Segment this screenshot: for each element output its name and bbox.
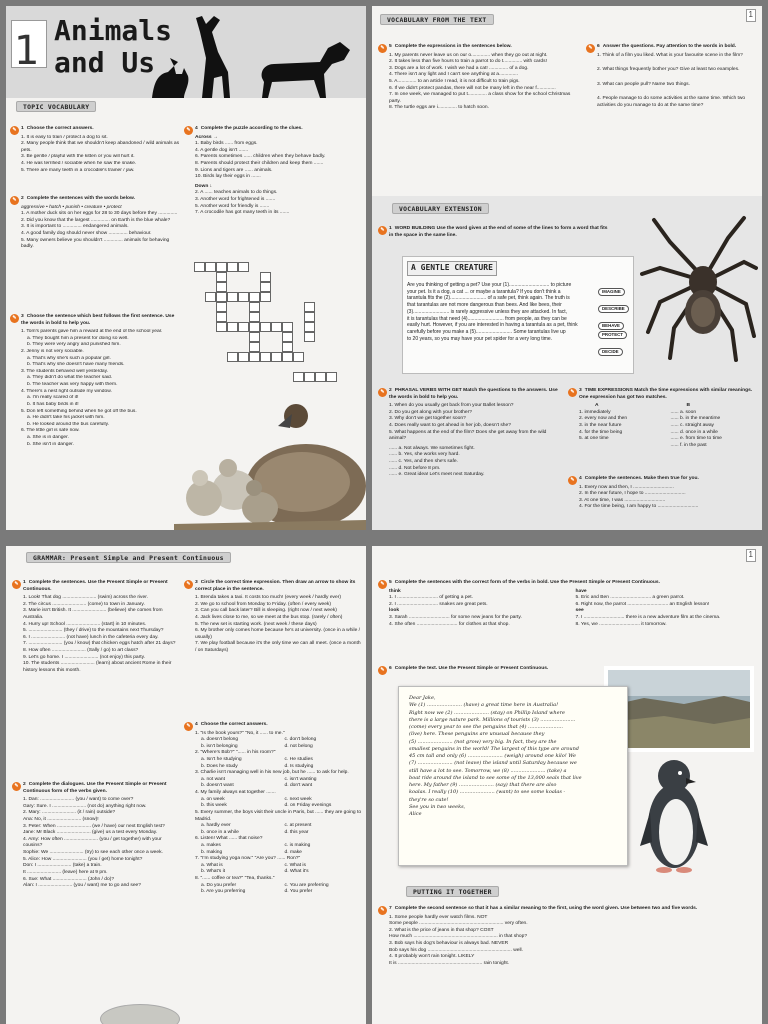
exercise-line: 5. Eric and Ben .............................. a green parrot.	[575, 595, 685, 601]
exercise-ext-1: ✎ 1 WORD BUILDING Use the word given at the end of some of the lines to form a word that fits in the space in the same line.	[378, 226, 608, 241]
word-list: aggressive • hatch • punish • creature • protect	[21, 204, 122, 210]
match-item: 1. immediately	[579, 409, 611, 415]
letter-line: smallest penguins in the world! The largest of this type are around	[409, 745, 580, 752]
exercise-line: 2. What things frequently bother you? Give at least two examples.	[597, 67, 740, 73]
exercise-badge-icon: ✎	[184, 722, 193, 731]
mc-option[interactable]: b. making	[201, 849, 223, 855]
mc-option[interactable]: c. next week	[284, 796, 312, 802]
exercise-line: 5. What happens at the end of the film? Does she get away from the wild animal?	[389, 429, 547, 442]
exercise-3: ✎ 3 Choose the sentence which best follows the first sentence. Use the words in bold to help you. 1. Tom's parents gave him a reward at the end of the school year. a. They bought him a present for doing so well. b. They were very angry and punished him. 2. Jenny is not very sociable. a. That's why she's such a popular girl. b. That's why she doesn't have many friends. 3. The students behaved well yesterday. a. They didn't do what the teacher said. b. The teacher was very happy with them. 4. There's a nest right outside my window. a. I'm really scared of it! b. It has baby birds in it! 5. Don left something behind when he got off the bus. a. He didn't take his jacket with him. b. He looked around the bus carefully. 6. The little girl is safe now. a. She is in danger. b. She isn't in danger.	[10, 314, 182, 448]
decorative-plate-image	[100, 1004, 180, 1024]
exercise-g3: ✎ 3 Circle the correct time expression. Then draw an arrow to show its correct place in the sentence. 1. Brenda takes a taxi. It costs too much! (every week / hardly ever) 2. We go to school from Monday to Friday. (often / every week) 3. Can you call back later? Bill is sleeping. (right now / next week) 4. Jack lives close to me, so we meet at the bus stop. (rarely / often) 5. The new set is starting work. (next week / these days) 6. My brother only comes home because he's at university. (once in a while / usually) 7. We play football because it's the only time we can all meet. (once a month / on Saturdays)	[184, 580, 362, 655]
exercise-badge-icon: ✎	[586, 44, 595, 53]
letter-line: 45 cm tall and only (6) ...................... (weigh) around one kilo! We	[409, 753, 576, 759]
word-box: BEHAVE	[598, 322, 624, 330]
exercise-ext-2: ✎ 2 PHRASAL VERBS WITH GET Match the questions to the answers. Use the words in bold to help you. 1. When do you usually get back from your Ballet lesson? 2. Do you get along with your brother? 3. Why don't we get together soon? 4. Does really want to get ahead in her job, doesn't she? 5. What happens at the end of the film? Does she get away from the wild animal? ...... a. Not always. We sometimes fight. ...... b. Yes, she works very hard. ...... c. Yes, and then she's safe. ...... d. Not before 8 pm. ...... e. Great idea! Let's meet next Saturday.	[378, 388, 562, 479]
word-box: DESCRIBE	[598, 305, 629, 313]
clue-line: 10. Birds lay their eggs in .......	[195, 174, 261, 180]
page-grammar-continued	[372, 546, 762, 1024]
exercise-line: 6. Right now, the parrot .............................. an English lesson!	[575, 601, 710, 607]
mc-option[interactable]: b. Does he study	[201, 763, 238, 769]
exercise-instruction: Choose the correct answers.	[200, 722, 268, 727]
exercise-line: 4. A good family dog should never show .............. behaviour.	[21, 231, 152, 237]
dialogue-line: It ......................... (leave) here at 9 pm.	[23, 869, 108, 875]
page-marker: 1	[746, 549, 756, 562]
mc-option[interactable]: d. You prefer	[284, 889, 313, 895]
exercise-line: 6. If we didn't protect pandas, there will not be many left in the near f..............	[389, 85, 556, 91]
exercise-line: b. The teacher was very happy with them.	[27, 382, 118, 388]
dialogue-line: Jane: Mr Black ......................... (give) us a test every Monday.	[23, 830, 158, 836]
exercise-g2: ✎ 2 Complete the dialogues. Use the Present Simple or Present Continuous form of the verbs given. 1. Dan: ......................... (you / want) to come over? Gary: Sure. I ......................... (not do) anything right now. 2. Mary: ......................... (it / rain) outside? Ana: No, it ......................... (snow)! 3. Peter: When ......................... (we / have) our next English test? Jane: Mr Black ......................... (give) us a test every Monday. 4. Amy: How often ......................... (you / get together) with your cousins? Sophie: We ......................... (try) to see each other once a week. 5. Alice: How ......................... (you / get) home tonight? Don: I ......................... (take) a train. It ......................... (leave) here at 9 pm. 6. Sue: What ......................... (John / do)? Alan: I ......................... (you / want) me to go and see?	[12, 782, 180, 890]
exercise-line: b. They were very angry and punished him.	[27, 342, 121, 348]
crossword-grid[interactable]	[194, 262, 344, 392]
letter-line: Dear Jake,	[409, 695, 436, 701]
exercise-4: ✎ 4 Complete the puzzle according to the clues. Across → 1. Baby birds ...... from eggs. 4. A gentle dog isn't ....... 6. Parents sometimes ...... children when they behave badly. 8. Parents should protect their children and keep them ....... 9. Lions and tigers are ...... animals. 10. Birds lay their eggs in ....... Down ↓ 2. A ...... teaches animals to do things. 3. Another word for frightened is ....... 5. Another word for friendly is ....... 7. A crocodile has got many teeth in its .......	[184, 126, 362, 217]
letter-line: they're so cute!	[409, 796, 449, 803]
section-title-topic-vocabulary: TOPIC VOCABULARY	[16, 101, 96, 112]
reading-line: that tarantulas are not more dangerous than bees. And like bees, their	[407, 302, 562, 309]
exercise-instruction: Complete the second sentence so that it has a similar meaning to the first, using the word given. Use between two and five words.	[394, 906, 698, 911]
exercise-line: 5. There are many teeth in a crocodile's trainer / jaw.	[21, 167, 135, 173]
mc-option[interactable]: b. isn't belonging	[201, 743, 238, 749]
clue-line: 4. A gentle dog isn't .......	[195, 147, 249, 153]
exercise-line: 3. Why don't we get together soon?	[389, 416, 466, 422]
exercise-line: 8. How often ......................... (Sally / go) to art class?	[23, 648, 139, 654]
exercise-instruction: TIME EXPRESSIONS Match the time expressions with similar meanings. One expression has got two matches.	[579, 388, 753, 400]
dialogue-line: Ana: No, it ......................... (snow)!	[23, 817, 99, 823]
column-b-header: B	[686, 403, 691, 409]
letter-line: (live) here. These penguins are unusual because they	[409, 731, 545, 738]
mc-option[interactable]: d. What it's	[284, 869, 309, 875]
reading-line: your pet. Is it a dog, a cat ... or maybe a tarantula? If you don't think a	[407, 288, 561, 295]
exercise-instruction: PHRASAL VERBS WITH GET Match the questions to the answers. Use the words in bold to help you.	[389, 388, 558, 400]
mc-option[interactable]: a. on week	[201, 796, 225, 802]
page-topic-vocabulary	[6, 6, 366, 530]
exercise-instruction: Circle the correct time expression. Then draw an arrow to show its correct place in the sentence.	[195, 580, 356, 592]
exercise-line: 3. The students behaved well yesterday.	[21, 368, 109, 374]
exercise-g7: ✎ 7 Complete the second sentence so that it has a similar meaning to the first, using the word given. Use between two and five words. 1. Some people hardly ever watch films. NOT Some people .............................................................. very often. 2. What is the price of jeans in that shop? COST How much .............................................................. in that shop? 3. Bob says his dog's behaviour is always bad. NEVER Bob says his dog .............................................................. well. 4. It probably won't rain tonight. LIKELY It is .............................................................. rain tonight.	[378, 906, 756, 967]
letter-line: still have a lot to see. Tomorrow, we (8) ...................... (take) a	[409, 767, 567, 774]
chapter-title-line1: Animals	[54, 14, 173, 47]
exercise-line: a. They bought him a present for doing so well.	[27, 335, 129, 341]
match-item: 5. at one time	[579, 436, 609, 442]
dialogue-line: Gary: Sure. I ......................... (not do) anything right now.	[23, 803, 147, 809]
mc-question: 2. "Where's Bob?" "...... in his room?"	[195, 750, 276, 756]
exercise-line: 6. The little girl is safe now.	[21, 428, 80, 434]
exercise-instruction: Complete the expressions in the sentences below.	[394, 44, 512, 49]
word-box: IMAGINE	[598, 288, 625, 296]
exercise-line: 3. At one time, I was ..............................	[579, 497, 666, 503]
dialogue-line: Don: I ......................... (take) a train.	[23, 863, 102, 869]
exercise-line: 1. Think of a film you liked. What is your favourite scene in the film?	[597, 52, 743, 58]
mc-option[interactable]: a. What is	[201, 862, 223, 868]
clue-line: 3. Another word for frightened is .......	[195, 197, 276, 203]
exercise-badge-icon: ✎	[568, 476, 577, 485]
exercise-line: It is .............................................................. rain tonight.	[389, 960, 510, 966]
exercise-line: 2. Did you know that the largest .............. on Earth is the blue whale?	[21, 217, 171, 223]
match-item: ...... f. in the past	[670, 442, 707, 448]
dialogue-line: 1. Dan: ......................... (you / want) to come over?	[23, 797, 134, 803]
reading-line: it is tarantulas that need (4).......................... from people, as they can be	[407, 315, 567, 322]
dialogue-line: Sophie: We ......................... (try) to see each other once a week.	[23, 850, 163, 856]
exercise-line: 4. She often .............................. for clothes at that shop.	[389, 621, 510, 627]
exercise-line: 2. We go to school from Monday to Friday. (often / every week)	[195, 601, 331, 607]
answer-line: ...... d. Not before 8 pm.	[389, 465, 441, 471]
exercise-line: Bob says his dog .............................................................. well.	[389, 947, 523, 953]
exercise-line: 1. It is easy to train / protect a dog to sit.	[21, 134, 108, 140]
exercise-line: 4. He was terrified / sociable when he saw the snake.	[21, 161, 137, 167]
exercise-badge-icon: ✎	[184, 126, 193, 135]
mc-option[interactable]: d. this year	[284, 829, 309, 835]
match-item: 4. for the time being	[579, 429, 623, 435]
ducks-photo	[174, 386, 366, 530]
word-box: DECIDE	[598, 348, 623, 356]
letter-line: (7) ...................... (not leave) the island until Saturday because we	[409, 760, 577, 767]
reading-line: carefully before you make a (5).......................... Some tarantulas live up	[407, 329, 566, 336]
exercise-line: a. I'm really scared of it!	[27, 395, 79, 401]
exercise-line: 1. Tom's parents gave him a reward at the end of the school year.	[21, 329, 163, 335]
exercise-line: 4. Does really want to get ahead in her job, doesn't she?	[389, 423, 511, 429]
exercise-line: 5. The new set is starting work. (next week / these days)	[195, 621, 317, 627]
page-grammar	[6, 546, 366, 1024]
exercise-line: 4. There's a nest right outside my window.	[21, 388, 112, 394]
letter-line: Right now we (2) ...................... (stay) on Phillip Island where	[409, 709, 565, 716]
exercise-line: 4. It probably won't rain tonight. LIKELY	[389, 954, 475, 960]
chapter-number: 1	[14, 28, 40, 74]
reading-line: (3).......................... is rarely aggressive unless they are attacked. In fact,	[407, 308, 568, 315]
exercise-line: 2. Jenny is not very sociable.	[21, 349, 84, 355]
exercise-line: a. They didn't do what the teacher said.	[27, 375, 113, 381]
exercise-instruction: Choose the correct answers.	[26, 126, 94, 131]
mc-option[interactable]: a. hardly ever	[201, 823, 231, 829]
mc-option[interactable]: b. What's it	[201, 869, 226, 875]
exercise-line: How much .............................................................. in that shop?	[389, 934, 528, 940]
exercise-instruction: Complete the dialogues. Use the Present Simple or Present Continuous form of the verbs given.	[23, 782, 167, 794]
mc-option[interactable]: c. He studies	[284, 757, 313, 763]
exercise-g4: ✎ 4 Choose the correct answers. 1. "Is the book yours?" "No, it ...... to me." a. doesn't belong c. don't belong b. isn't belonging d. not belong 2. "Where's Bob?" "...... in his room?" a. Isn't he studying c. He studies b. Does he study d. Is studying 3. Charlie isn't managing well in his new job, but he ...... to ask for help. a. not want c. isn't wanting b. doesn't want d. don't want 4. My family always eat together ....... a. on week c. next week b. this week d. on Friday evenings 5. Every summer, the boys visit their uncle in Paris, but ...... they are going to Madrid. a. hardly ever c. at present b. once in a while d. this year 6. Listen! What ...... that noise? a. makes c. is making b. making d. make 7. "I'm studying yoga now." "Are you? ...... Ron?" a. What is c. What is b. What's it d. What it's 8. "...... coffee or tea?" "Tea, thanks." a. Do you prefer c. You are preferring b. Are you preferring d. You prefer	[184, 722, 362, 896]
exercise-badge-icon: ✎	[568, 388, 577, 397]
exercise-line: a. She is in danger.	[27, 434, 69, 440]
exercise-5: ✎ 5 Complete the expressions in the sentences below. 1. My parents never leave us on our o.............. when they go out at night. 2. It takes less than five hours to train a parrot to do t.............. with cards! 3. Dogs are a lot of work. I wish we had a cat! .............. of a dog. 4. There isn't any light and I can't see anything at a.............. 5. A.............. to an article I read, it is not difficult to train pigs. 6. If we didn't protect pandas, there will not be many left in the near f.............. 7. In one week, we managed to put t.............. a class show for the school Christmas party. 8. The turtle eggs are i.............. to hatch soon.	[378, 44, 578, 112]
exercise-line: 3. What can people pull? Name two things.	[597, 81, 690, 87]
section-title-putting-it-together: PUTTING IT TOGETHER	[406, 886, 499, 897]
clue-line: 5. Another word for friendly is .......	[195, 203, 270, 209]
page-marker: 1	[746, 9, 756, 22]
exercise-line: 7. In one week, we managed to put t.............. a class show for the school Christmas party.	[389, 92, 571, 104]
exercise-badge-icon: ✎	[378, 226, 387, 235]
exercise-badge-icon: ✎	[378, 388, 387, 397]
exercise-line: 6. My brother only comes home because he's at university. (once in a while / usually)	[195, 628, 361, 640]
mc-option[interactable]: b. once in a while	[201, 829, 239, 835]
mc-option[interactable]: d. not belong	[284, 743, 313, 749]
exercise-badge-icon: ✎	[184, 580, 193, 589]
exercise-line: 2. In the near future, I hope to ..............................	[579, 491, 686, 497]
mc-option[interactable]: a. Isn't he studying	[201, 757, 242, 763]
exercise-line: 2. It takes less than five hours to train a parrot to do t.............. with cards!	[389, 59, 547, 65]
verb-heading: have	[575, 588, 587, 594]
mc-option[interactable]: c. is making	[284, 842, 311, 848]
clue-line: 7. A crocodile has got many teeth in its .......	[195, 210, 290, 216]
exercise-badge-icon: ✎	[10, 314, 19, 323]
clue-line: 1. Baby birds ...... from eggs.	[195, 141, 258, 147]
clue-line: 2. A ...... teaches animals to do things.	[195, 190, 278, 196]
exercise-instruction: Choose the sentence which best follows the first sentence. Use the words in bold to help you.	[21, 314, 175, 326]
penguin-photo	[634, 746, 714, 876]
reading-title: A GENTLE CREATURE	[407, 261, 497, 276]
exercise-line: b. She isn't in danger.	[27, 441, 74, 447]
letter-line: boat ride around the island to see some of the 13,000 seals that live	[409, 774, 582, 781]
exercise-line: 2. I .............................. snakes are great pets.	[389, 601, 488, 607]
exercise-line: Some people .............................................................. very often.	[389, 921, 528, 927]
reading-word-column	[598, 288, 629, 356]
exercise-1: ✎ 1 Choose the correct answers. 1. It is easy to train / protect a dog to sit. 2. Many people think that we shouldn't keep abandoned / wild animals as pets. 3. Be gentle / playful with the kitten or you will hurt it. 4. He was terrified / sociable when he saw the snake. 5. There are many teeth in a crocodile's trainer / jaw.	[10, 126, 182, 174]
dialogue-line: 3. Peter: When ......................... (we / have) our next English test?	[23, 823, 165, 829]
exercise-instruction: Complete the sentences. Use the Present Simple or Present Continuous.	[23, 580, 168, 592]
exercise-line: 2. The circus ......................... (come) to town in January.	[23, 601, 145, 607]
exercise-line: 2. Do you get along with your brother?	[389, 409, 472, 415]
section-title-vocabulary-extension: VOCABULARY EXTENSION	[392, 203, 489, 214]
letter-line: (5) ...................... (not grow) very big. In fact, they are the	[409, 738, 557, 745]
exercise-line: 3. Be gentle / playful with the kitten or you will hurt it.	[21, 154, 135, 160]
mc-option[interactable]: a. doesn't belong	[201, 737, 239, 743]
reading-line: Are you thinking of getting a pet? Use your (1)............................. to picture	[407, 281, 572, 288]
exercise-line: 7. We play football because it's the only time we can all meet. (once a month / on Saturdays)	[195, 641, 361, 654]
exercise-line: 1. Every now and then, I ..............................	[579, 484, 674, 490]
reading-line: easily hurt. However, if you are interested in having a tarantula as a pet, think	[407, 322, 578, 329]
mc-question: 3. Charlie isn't managing well in his new job, but he ...... to ask for help.	[195, 770, 349, 776]
mc-option[interactable]: d. on Friday evenings	[284, 803, 332, 809]
match-item: ...... e. from time to time	[670, 436, 722, 442]
exercise-line: 8. Yes, we .............................. it tomorrow.	[575, 621, 667, 627]
exercise-line: 5. Don left something behind when he got off the bus.	[21, 408, 137, 414]
exercise-badge-icon: ✎	[378, 44, 387, 53]
exercise-badge-icon: ✎	[378, 906, 387, 915]
exercise-line: 1. When do you usually get back from your Ballet lesson?	[389, 403, 514, 409]
exercise-line: 4. There isn't any light and I can't see anything at a..............	[389, 72, 519, 78]
exercise-badge-icon: ✎	[10, 126, 19, 135]
verb-heading: think	[389, 588, 401, 594]
mc-option[interactable]: b. doesn't want	[201, 783, 234, 789]
exercise-line: 9. Let's go home. I ......................... (not enjoy) this party.	[23, 654, 146, 660]
letter-line: koalas. I really (10) ...................... (want) to see some koalas -	[409, 789, 566, 796]
letter-line: (come) every year to see the penguins that (4) ......................	[409, 724, 563, 730]
reading-line: to 20 years, so you may have your pet spider for a very long time.	[407, 335, 553, 342]
exercise-line: 3. Can you call back later? Bill is sleeping. (right now / next week)	[195, 608, 337, 614]
exercise-line: 3. Dogs are a lot of work. I wish we had a cat! .............. of a dog.	[389, 65, 529, 71]
exercise-line: 1. My parents never leave us on our o.............. when they go out at night.	[389, 52, 548, 58]
exercise-instruction: Complete the sentences. Make them true for you.	[584, 476, 699, 481]
exercise-line: 3. It is important to .............. endangered animals.	[21, 224, 129, 230]
exercise-instruction: Complete the puzzle according to the clues.	[200, 126, 303, 131]
across-label: Across →	[195, 134, 218, 140]
exercise-line: 5. ......................... (they / drive) to the mountains next Thursday?	[23, 628, 164, 634]
animal-silhouettes-image	[144, 12, 364, 98]
mc-option[interactable]: d. make	[284, 849, 302, 855]
mc-option[interactable]: c. What is	[284, 862, 306, 868]
exercise-line: 3. Bob says his dog's behaviour is always bad. NEVER	[389, 941, 509, 947]
mc-option[interactable]: c. isn't wanting	[284, 776, 317, 782]
mc-option[interactable]: c. don't belong	[284, 737, 317, 743]
exercise-line: a. That's why she's such a popular girl.	[27, 355, 111, 361]
mc-option[interactable]: c. You are preferring	[284, 882, 329, 888]
answer-line: ...... e. Great idea! Let's meet next Saturday.	[389, 472, 485, 478]
exercise-badge-icon: ✎	[378, 580, 387, 589]
exercise-ext-4: ✎ 4 Complete the sentences. Make them true for you. 1. Every now and then, I .............................. 2. In the near future, I hope to .............................. 3. At one time, I was .............................. 4. For the time being, I am happy to ..............................	[568, 476, 756, 511]
exercise-g6: ✎ 6 Complete the text. Use the Present Simple or Present Continuous.	[378, 666, 678, 675]
mc-option[interactable]: b. this week	[201, 803, 227, 809]
mc-question: 5. Every summer, the boys visit their uncle in Paris, but ...... they are going to Madrid.	[195, 809, 362, 822]
dialogue-line: 2. Mary: ......................... (it / rain) outside?	[23, 810, 116, 816]
verb-heading: see	[575, 608, 584, 614]
exercise-line: 1. I .............................. of getting a pet.	[389, 595, 473, 601]
exercise-line: 1. Brenda takes a taxi. It costs too much! (every week / hardly ever)	[195, 595, 341, 601]
dialogue-line: 4. Amy: How often ......................... (you / get together) with your cousins?	[23, 836, 162, 849]
exercise-badge-icon: ✎	[12, 580, 21, 589]
word-box: PROTECT	[598, 331, 627, 339]
clue-line: 8. Parents should protect their children and keep them .......	[195, 161, 324, 167]
dialogue-line: Alan: I ......................... (you / want) me to go and see?	[23, 883, 141, 889]
answer-line: ...... c. Yes, and then she's safe.	[389, 459, 458, 465]
mc-option[interactable]: a. Do you prefer	[201, 882, 237, 888]
mc-question: 1. "Is the book yours?" "No, it ...... to me."	[195, 730, 285, 736]
letter-text-box	[398, 686, 628, 866]
answer-line: ...... a. Not always. We sometimes fight.	[389, 445, 475, 451]
verb-heading: look	[389, 608, 400, 614]
exercise-2: ✎ 2 Complete the sentences with the words below. aggressive • hatch • punish • creature • protect 1. A mother duck sits on her eggs for 28 to 30 days before they .............. 2. Did you know that the largest .............. on Earth is the blue whale? 3. It is important to .............. endangered animals. 4. A good family dog should never show .............. behaviour. 5. Many owners believe you shouldn't .............. animals for behaving badly.	[10, 196, 182, 251]
match-item: 3. in the near future	[579, 423, 622, 429]
exercise-6: ✎ 6 Answer the questions. Pay attention to the words in bold. 1. Think of a film you liked. What is your favourite scene in the film? 2. What things frequently bother you? Give at least two examples. 3. What can people pull? Name two things. 4. People manage to do some activities at the same time. Which two activities do you manage to do at the same time?	[586, 44, 756, 110]
match-item: ...... b. in the meantime	[670, 416, 721, 422]
exercise-line: b. That's why she doesn't have many friends.	[27, 362, 125, 368]
answer-line: ...... b. Yes, she works very hard.	[389, 452, 460, 458]
exercise-line: 4. Hurry up! School ......................... (start) in 10 minutes.	[23, 621, 147, 627]
exercise-line: 5. A.............. to an article I read, it is not difficult to train pigs.	[389, 79, 520, 85]
exercise-g5: ✎ 5 Complete the sentences with the correct form of the verbs in bold. Use the Present Simple or Present Continuous. think 1. I .............................. of getting a pet. 2. I .............................. snakes are great pets. look 3. Sarah .............................. for some new jeans for the party. 4. She often .............................. for clothes at that shop. have 5. Eric and Ben .............................. a green parrot. 6. Right now, the parrot .............................. an English lesson! see 7. I .............................. there is a new adventure film at the cinema. 8. Yes, we .............................. it tomorrow.	[378, 580, 756, 628]
column-a-header: A	[595, 403, 599, 409]
exercise-line: 6. I ......................... (not have) lunch in the cafeteria every day.	[23, 634, 159, 640]
exercise-line: 4. Jack lives close to me, so we meet at the bus stop. (rarely / often)	[195, 615, 343, 621]
dialogue-line: 6. Sue: What ......................... (John / do)?	[23, 876, 115, 882]
exercise-line: a. He didn't take his jacket with him.	[27, 415, 105, 421]
down-label: Down ↓	[195, 183, 213, 189]
dialogue-line: 5. Alice: How ......................... (you / get) home tonight?	[23, 856, 143, 862]
mc-option[interactable]: c. at present	[284, 823, 312, 829]
exercise-line: b. He looked around the bus carefully.	[27, 421, 110, 427]
mc-option[interactable]: a. not want	[201, 776, 225, 782]
letter-line: See you in two weeks,	[409, 803, 466, 810]
match-item: ...... d. once in a while	[670, 429, 718, 435]
exercise-line: 2. Many people think that we shouldn't keep abandoned / wild animals as pets.	[21, 141, 180, 153]
mc-option[interactable]: b. Are you preferring	[201, 889, 246, 895]
exercise-badge-icon: ✎	[12, 782, 21, 791]
exercise-line: 1. A mother duck sits on her eggs for 28 to 30 days before they ..............	[21, 211, 178, 217]
letter-line: there is a large nature park. Millions of tourists (3) ......................	[409, 716, 576, 723]
section-title-grammar: GRAMMAR: Present Simple and Present Continuous	[26, 552, 231, 563]
mc-question: 7. "I'm studying yoga now." "Are you? ...... Ron?"	[195, 856, 301, 862]
exercise-line: 8. The turtle eggs are i.............. to hatch soon.	[389, 105, 489, 111]
letter-line: here. My father (9) ...................... (say) that there are also	[409, 782, 557, 788]
page-vocabulary	[372, 6, 762, 530]
clue-line: 6. Parents sometimes ...... children when they behave badly.	[195, 154, 326, 160]
mc-question: 4. My family always eat together .......	[195, 790, 276, 796]
tarantula-photo	[640, 212, 758, 362]
exercise-badge-icon: ✎	[378, 666, 387, 675]
exercise-line: b. It has baby birds in it!	[27, 401, 79, 407]
exercise-instruction: Complete the text. Use the Present Simple or Present Continuous.	[394, 666, 549, 671]
exercise-badge-icon: ✎	[10, 196, 19, 205]
exercise-g1: ✎ 1 Complete the sentences. Use the Present Simple or Present Continuous. 1. Look! That dog ......................... (swim) across the river. 2. The circus ......................... (come) to town in January. 3. Marie isn't British. It ......................... (believe) she comes from Australia. 4. Hurry up! School ......................... (start) in 10 minutes. 5. ......................... (they / drive) to the mountains next Thursday? 6. I ......................... (not have) lunch in the cafeteria every day. 7. ......................... (you / know) that chicken eggs hatch after 21 days? 8. How often ......................... (Sally / go) to art class? 9. Let's go home. I ......................... (not enjoy) this party. 10. The students ......................... (learn) about ancient Rome in their history lessons this month.	[12, 580, 180, 675]
mc-option[interactable]: d. don't want	[284, 783, 313, 789]
match-item: ...... c. straight away	[670, 423, 714, 429]
letter-line: Alice	[409, 811, 422, 817]
exercise-line: 1. Look! That dog ......................... (swim) across the river.	[23, 595, 148, 601]
mc-option[interactable]: d. Is studying	[284, 763, 314, 769]
exercise-line: 10. The students ......................... (learn) about ancient Rome in their history lessons this month.	[23, 661, 172, 673]
exercise-line: 3. Sarah .............................. for some new jeans for the party.	[389, 615, 522, 621]
exercise-instruction: Answer the questions. Pay attention to the words in bold.	[602, 44, 737, 49]
exercise-line: 7. I .............................. there is a new adventure film at the cinema.	[575, 615, 721, 621]
exercise-line: 2. What is the price of jeans in that shop? COST	[389, 927, 494, 933]
section-title-vocabulary-from-text: VOCABULARY FROM THE TEXT	[380, 14, 494, 25]
reading-line: tarantula fits the (2).......................... of a safe pet, think again. The truth is	[407, 295, 570, 302]
exercise-ext-3: ✎ 3 TIME EXPRESSIONS Match the time expressions with similar meanings. One expression has got two matches. A 1. immediately 2. every now and then 3. in the near future 4. for the time being 5. at one time B ...... a. soon ...... b. in the meantime ...... c. straight away ...... d. once in a while ...... e. from time to time ...... f. in the past	[568, 388, 756, 449]
exercise-line: 3. Marie isn't British. It ......................... (believe) she comes from Australia.	[23, 608, 163, 621]
match-item: ...... a. soon	[670, 409, 697, 415]
exercise-line: 4. For the time being, I am happy to ..............................	[579, 504, 699, 510]
exercise-line: 4. People manage to do some activities at the same time. Which two activities do you manage to do at the same time?	[597, 96, 746, 109]
exercise-instruction: Complete the sentences with the correct form of the verbs in bold. Use the Present Simple or Present Continuous.	[394, 580, 660, 585]
exercise-line: 7. ......................... (you / know) that chicken eggs hatch after 21 days?	[23, 641, 176, 647]
exercise-instruction: Complete the sentences with the words below.	[26, 196, 135, 201]
exercise-instruction: WORD BUILDING Use the word given at the end of some of the lines to form a word that fits in the space in the same line.	[389, 226, 608, 238]
letter-line: We (1) ...................... (have) a great time here in Australia!	[409, 702, 559, 709]
mc-question: 6. Listen! What ...... that noise?	[195, 836, 263, 842]
exercise-line: 5. Many owners believe you shouldn't .............. animals for behaving badly.	[21, 237, 170, 250]
match-item: 2. every now and then	[579, 416, 628, 422]
clue-line: 9. Lions and tigers are ...... animals.	[195, 167, 273, 173]
mc-question: 8. "...... coffee or tea?" "Tea, thanks."	[195, 876, 275, 882]
mc-option[interactable]: a. makes	[201, 842, 221, 848]
chapter-title-line2: and Us	[54, 46, 156, 79]
exercise-line: 1. Some people hardly ever watch films. NOT	[389, 914, 488, 920]
